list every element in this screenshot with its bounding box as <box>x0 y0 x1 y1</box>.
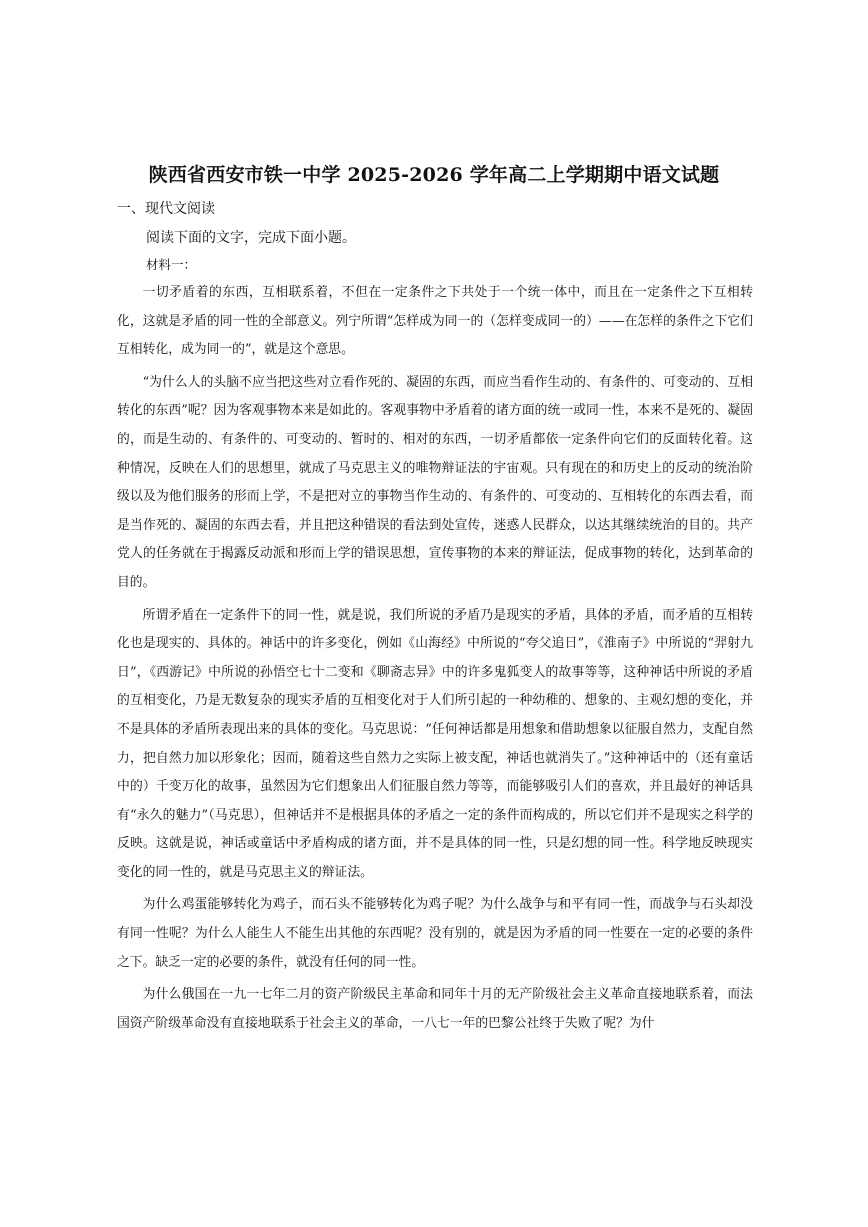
paragraph-3: 所谓矛盾在一定条件下的同一性，就是说，我们所说的矛盾乃是现实的矛盾，具体的矛盾，而矛盾的互相转化也是现实的、具体的。神话中的许多变化，例如《山海经》中所说的“夸父追日”，《淮南子》中所说的“羿射九日”，《西游记》中所说的孙悟空七十二变和《聊斋志异》中的许多鬼狐变人的故事等等，这种神话中所说的矛盾的互相变化，乃是无数复杂的现实矛盾的互相变化对于人们所引起的一种幼稚的、想象的、主观幻想的变化，并不是具体的矛盾所表现出来的具体的变化。马克思说：“任何神话都是用想象和借助想象以征服自然力，支配自然力，把自然力加以形象化；因而，随着这些自然力之实际上被支配，神话也就消失了。”这种神话中的（还有童话中的）千变万化的故事，虽然因为它们想象出人们征服自然力等等，而能够吸引人们的喜欢，并且最好的神话具有“永久的魅力”（马克思），但神话并不是根据具体的矛盾之一定的条件而构成的，所以它们并不是现实之科学的反映。这就是说，神话或童话中矛盾构成的诸方面，并不是具体的同一性，只是幻想的同一性。科学地反映现实变化的同一性的，就是马克思主义的辩证法。 <box>117 607 753 880</box>
reading-instruction: 阅读下面的文字，完成下面小题。 <box>146 230 356 246</box>
paragraph-5: 为什么俄国在一九一七年二月的资产阶级民主革命和同年十月的无产阶级社会主义革命直接地联系着，而法国资产阶级革命没有直接地联系于社会主义的革命，一八七一年的巴黎公社终于失败了呢？为什 <box>117 987 753 1031</box>
paragraph-4: 为什么鸡蛋能够转化为鸡子，而石头不能够转化为鸡子呢？为什么战争与和平有同一性，而战争与石头却没有同一性呢？为什么人能生人不能生出其他的东西呢？没有别的，就是因为矛盾的同一性要在一定的必要的条件之下。缺乏一定的必要的条件，就没有任何的同一性。 <box>117 897 753 970</box>
paragraph-1: 一切矛盾着的东西，互相联系着，不但在一定条件之下共处于一个统一体中，而且在一定条件之下互相转化，这就是矛盾的同一性的全部意义。列宁所谓“怎样成为同一的（怎样变成同一的）——在怎样的条件之下它们互相转化，成为同一的”，就是这个意思。 <box>117 285 753 358</box>
section-heading: 一、现代文阅读 <box>117 201 215 217</box>
document-title: 陕西省西安市铁一中学 2025-2026 学年高二上学期期中语文试题 <box>148 164 720 186</box>
paragraph-2: “为什么人的头脑不应当把这些对立看作死的、凝固的东西，而应当看作生动的、有条件的、可变动的、互相转化的东西”呢？因为客观事物本来是如此的。客观事物中矛盾着的诸方面的统一或同一性，本来不是死的、凝固的，而是生动的、有条件的、可变动的、暂时的、相对的东西，一切矛盾都依一定条件向它们的反面转化着。这种情况，反映在人们的思想里，就成了马克思主义的唯物辩证法的宇宙观。只有现在的和历史上的反动的统治阶级以及为他们服务的形而上学，不是把对立的事物当作生动的、有条件的、可变动的、互相转化的东西去看，而是当作死的、凝固的东西去看，并且把这种错误的看法到处宣传，迷惑人民群众，以达其继续统治的目的。共产党人的任务就在于揭露反动派和形而上学的错误思想，宣传事物的本来的辩证法，促成事物的转化，达到革命的目的。 <box>117 374 753 590</box>
article-body <box>117 279 753 1042</box>
material-label: 材料一： <box>146 257 197 272</box>
